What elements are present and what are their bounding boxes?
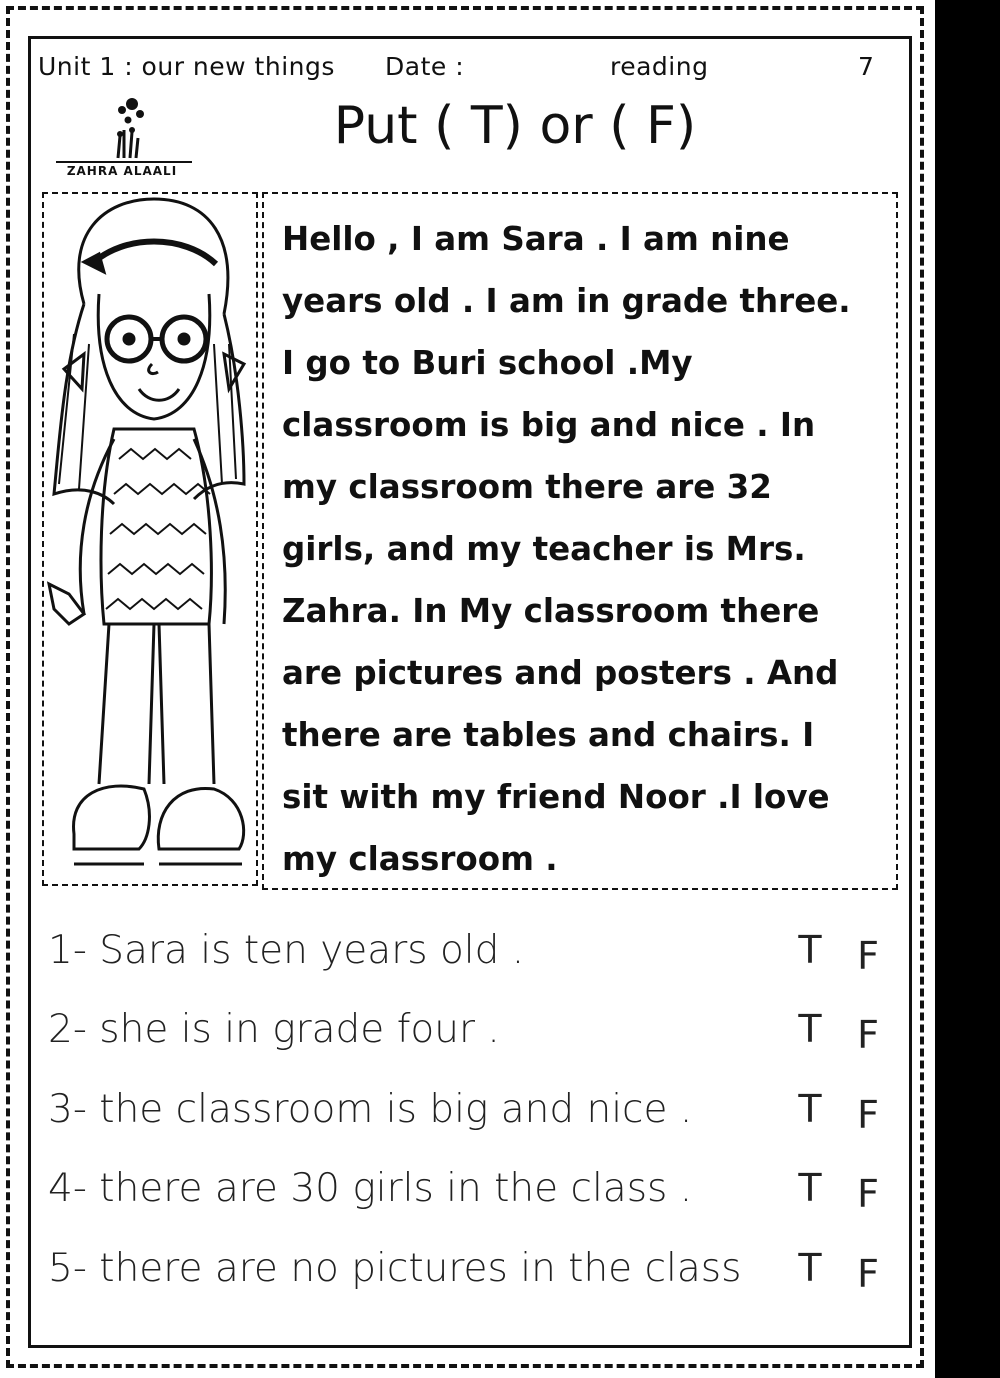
passage-line: sit with my friend Noor .I love xyxy=(282,778,830,816)
question-text: 1- Sara is ten years old . xyxy=(48,928,525,973)
false-option[interactable]: F xyxy=(857,1172,879,1216)
question-text: 3- the classroom is big and nice . xyxy=(48,1087,693,1132)
girl-illustration xyxy=(44,194,256,884)
unit-title: Unit 1 : our new things xyxy=(38,52,335,81)
question-text: 4- there are 30 girls in the class . xyxy=(48,1166,693,1211)
passage-line: Hello , I am Sara . I am nine xyxy=(282,220,790,258)
false-option[interactable]: F xyxy=(857,1093,879,1137)
passage-line: there are tables and chairs. I xyxy=(282,716,815,754)
question-row xyxy=(48,1246,898,1306)
passage-line: my classroom there are 32 xyxy=(282,468,772,506)
true-option[interactable]: T xyxy=(798,928,822,972)
false-option[interactable]: F xyxy=(857,1252,879,1296)
question-text: 5- there are no pictures in the class xyxy=(48,1246,742,1291)
page-number: 7 xyxy=(858,52,875,81)
question-row xyxy=(48,1166,898,1226)
reading-passage xyxy=(262,192,898,890)
true-option[interactable]: T xyxy=(798,1246,822,1290)
passage-line: are pictures and posters . And xyxy=(282,654,839,692)
passage-line: my classroom . xyxy=(282,840,558,878)
date-label: Date : xyxy=(385,52,465,81)
logo-label: ZAHRA ALAALI xyxy=(66,164,178,178)
false-option[interactable]: F xyxy=(857,934,879,978)
false-option[interactable]: F xyxy=(857,1013,879,1057)
true-option[interactable]: T xyxy=(798,1007,822,1051)
passage-line: Zahra. In My classroom there xyxy=(282,592,820,630)
worksheet-title: Put ( T) or ( F) xyxy=(333,96,697,156)
right-edge-band xyxy=(935,0,1000,1378)
question-row xyxy=(48,1007,898,1067)
true-option[interactable]: T xyxy=(798,1087,822,1131)
question-row xyxy=(48,1087,898,1147)
question-text: 2- she is in grade four . xyxy=(48,1007,500,1052)
passage-line: I go to Buri school .My xyxy=(282,344,693,382)
passage-line: years old . I am in grade three. xyxy=(282,282,851,320)
passage-line: classroom is big and nice . In xyxy=(282,406,816,444)
passage-line: girls, and my teacher is Mrs. xyxy=(282,530,806,568)
skill-label: reading xyxy=(610,52,709,81)
true-option[interactable]: T xyxy=(798,1166,822,1210)
question-row xyxy=(48,928,898,988)
